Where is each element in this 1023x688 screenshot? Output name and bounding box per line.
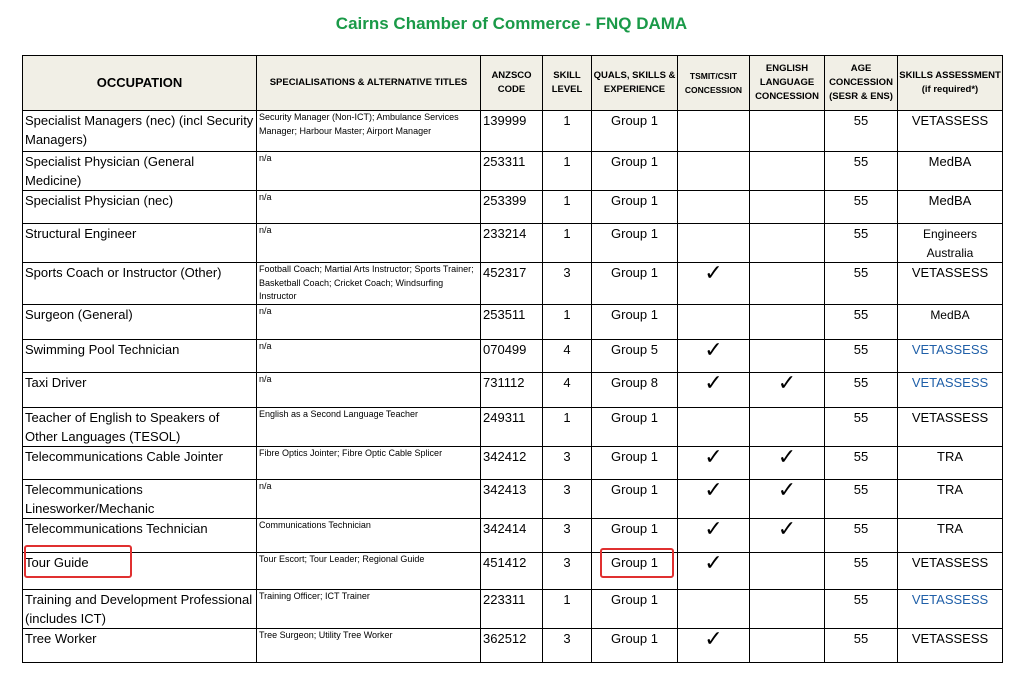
- cell-specialisations: [257, 191, 481, 224]
- cell-skills-assessment: [898, 446, 1003, 479]
- quals-text: Group 8: [611, 374, 658, 390]
- cell-quals: [592, 589, 678, 628]
- cell-occupation: [23, 446, 257, 479]
- cell-specialisations: [257, 628, 481, 662]
- cell-english-concession: [750, 479, 825, 518]
- cell-english-concession: [750, 152, 825, 191]
- specialisations-text: n/a: [259, 480, 272, 491]
- cell-specialisations: [257, 372, 481, 407]
- quals-text: Group 1: [611, 113, 658, 128]
- cell-occupation: [23, 407, 257, 446]
- age-concession-text: 55: [853, 113, 869, 128]
- specialisations-text: n/a: [259, 340, 272, 351]
- cell-english-concession: [750, 518, 825, 552]
- cell-occupation: [23, 339, 257, 372]
- cell-tsmit-concession: [678, 589, 750, 628]
- cell-quals: [592, 407, 678, 446]
- cell-skills-assessment: [898, 191, 1003, 224]
- cell-occupation: [23, 304, 257, 339]
- header-anzsco-code: ANZSCO CODE: [481, 56, 543, 111]
- table-row: [23, 589, 1003, 628]
- cell-age-concession: [825, 589, 898, 628]
- anzsco-code-text: 253399: [483, 193, 527, 208]
- cell-skills-assessment: [898, 518, 1003, 552]
- age-concession-text: 55: [853, 409, 869, 425]
- cell-quals: [592, 518, 678, 552]
- cell-quals: [592, 372, 678, 407]
- cell-anzsco-code: [481, 446, 543, 479]
- specialisations-text: Football Coach; Martial Arts Instructor; Sports Trainer; Basketball Coach; Cricket Coach; Windsurfing Instructor: [259, 264, 474, 301]
- cell-specialisations: [257, 407, 481, 446]
- skills-assessment-text: VETASSESS: [911, 265, 989, 280]
- occupation-text: Structural Engineer: [25, 226, 137, 241]
- age-concession-text: 55: [853, 520, 869, 536]
- cell-occupation: [23, 479, 257, 518]
- cell-tsmit-concession: [678, 552, 750, 589]
- cell-anzsco-code: [481, 191, 543, 224]
- cell-age-concession: [825, 339, 898, 372]
- cell-quals: [592, 304, 678, 339]
- age-concession-text: 55: [853, 554, 869, 570]
- cell-english-concession: [750, 111, 825, 152]
- table-row: [23, 339, 1003, 372]
- age-concession-text: 55: [853, 265, 869, 280]
- cell-anzsco-code: [481, 628, 543, 662]
- age-concession-text: 55: [853, 481, 869, 497]
- cell-specialisations: [257, 152, 481, 191]
- cell-age-concession: [825, 152, 898, 191]
- cell-quals: [592, 263, 678, 305]
- anzsco-code-text: 342414: [483, 520, 527, 536]
- cell-anzsco-code: [481, 407, 543, 446]
- skill-level-text: 1: [563, 193, 571, 208]
- skills-assessment-text: VETASSESS: [911, 113, 989, 128]
- table-row: [23, 479, 1003, 518]
- cell-specialisations: [257, 446, 481, 479]
- cell-age-concession: [825, 263, 898, 305]
- occupation-text: Tour Guide: [25, 554, 89, 570]
- cell-age-concession: [825, 552, 898, 589]
- skill-level-text: 3: [563, 554, 571, 570]
- age-concession-text: 55: [853, 226, 869, 241]
- cell-english-concession: [750, 372, 825, 407]
- table-row: [23, 111, 1003, 152]
- cell-anzsco-code: [481, 111, 543, 152]
- cell-skills-assessment: [898, 589, 1003, 628]
- header-skill-level: SKILL LEVEL: [543, 56, 592, 111]
- header-row: [23, 56, 1003, 111]
- cell-quals: [592, 152, 678, 191]
- cell-anzsco-code: [481, 263, 543, 305]
- skill-level-text: 4: [563, 341, 571, 357]
- table-row: [23, 224, 1003, 263]
- occupation-text: Swimming Pool Technician: [25, 341, 180, 357]
- cell-english-concession: [750, 339, 825, 372]
- cell-skill-level: [543, 339, 592, 372]
- checkmark-icon: ✓: [704, 446, 723, 470]
- skill-level-text: 3: [563, 520, 571, 536]
- cell-skill-level: [543, 224, 592, 263]
- cell-tsmit-concession: [678, 304, 750, 339]
- cell-skill-level: [543, 111, 592, 152]
- checkmark-icon: ✓: [704, 339, 723, 363]
- occupation-text: Taxi Driver: [25, 374, 87, 390]
- anzsco-code-text: 342413: [483, 481, 527, 497]
- cell-skill-level: [543, 446, 592, 479]
- quals-text: Group 1: [611, 520, 658, 536]
- quals-text: Group 1: [611, 154, 658, 169]
- cell-quals: [592, 628, 678, 662]
- age-concession-text: 55: [853, 630, 869, 646]
- cell-tsmit-concession: [678, 191, 750, 224]
- occupation-text: Specialist Managers (nec) (incl Security Managers): [25, 113, 254, 147]
- cell-specialisations: [257, 479, 481, 518]
- specialisations-text: n/a: [259, 305, 272, 316]
- cell-age-concession: [825, 372, 898, 407]
- cell-english-concession: [750, 224, 825, 263]
- quals-text: Group 1: [611, 481, 658, 497]
- cell-skill-level: [543, 628, 592, 662]
- anzsco-code-text: 731112: [483, 374, 525, 390]
- anzsco-code-text: 139999: [483, 113, 527, 128]
- cell-anzsco-code: [481, 339, 543, 372]
- cell-specialisations: [257, 304, 481, 339]
- cell-english-concession: [750, 191, 825, 224]
- table-row: [23, 191, 1003, 224]
- specialisations-text: Communications Technician: [259, 519, 371, 530]
- quals-text: Group 1: [611, 226, 658, 241]
- quals-text: Group 1: [611, 193, 658, 208]
- occupation-text: Surgeon (General): [25, 306, 133, 322]
- age-concession-text: 55: [853, 591, 869, 607]
- table-row: [23, 407, 1003, 446]
- cell-age-concession: [825, 191, 898, 224]
- table-row: [23, 263, 1003, 305]
- cell-english-concession: [750, 628, 825, 662]
- quals-text: Group 5: [611, 341, 658, 357]
- cell-english-concession: [750, 446, 825, 479]
- skill-level-text: 3: [563, 481, 571, 497]
- cell-age-concession: [825, 304, 898, 339]
- occupation-text: Specialist Physician (nec): [25, 193, 174, 208]
- checkmark-icon: ✓: [704, 518, 723, 542]
- checkmark-icon: ✓: [704, 479, 723, 503]
- cell-age-concession: [825, 446, 898, 479]
- cell-english-concession: [750, 552, 825, 589]
- table-row: [23, 518, 1003, 552]
- table-row: [23, 152, 1003, 191]
- skill-level-text: 1: [563, 113, 571, 128]
- cell-anzsco-code: [481, 552, 543, 589]
- table-row: [23, 304, 1003, 339]
- anzsco-code-text: 070499: [483, 341, 527, 357]
- cell-occupation: [23, 152, 257, 191]
- cell-skills-assessment: [898, 407, 1003, 446]
- cell-tsmit-concession: [678, 628, 750, 662]
- age-concession-text: 55: [853, 341, 869, 357]
- highlight-tour-guide-quals: [600, 548, 674, 578]
- header-age: AGE CONCESSION (SESR & ENS): [825, 56, 898, 111]
- skills-assessment-text: VETASSESS: [911, 554, 989, 570]
- skill-level-text: 1: [563, 409, 571, 425]
- cell-skill-level: [543, 552, 592, 589]
- cell-quals: [592, 339, 678, 372]
- skill-level-text: 1: [563, 154, 571, 169]
- cell-tsmit-concession: [678, 407, 750, 446]
- age-concession-text: 55: [853, 154, 869, 169]
- skills-assessment-text: VETASSESS: [911, 374, 989, 390]
- cell-skill-level: [543, 304, 592, 339]
- specialisations-text: Security Manager (Non-ICT); Ambulance Services Manager; Harbour Master; Airport Manager: [259, 112, 459, 136]
- cell-anzsco-code: [481, 518, 543, 552]
- cell-anzsco-code: [481, 152, 543, 191]
- age-concession-text: 55: [853, 193, 869, 208]
- cell-anzsco-code: [481, 304, 543, 339]
- skills-assessment-text: VETASSESS: [911, 591, 989, 607]
- checkmark-icon: ✓: [704, 262, 723, 286]
- cell-anzsco-code: [481, 224, 543, 263]
- age-concession-text: 55: [853, 448, 869, 464]
- specialisations-text: n/a: [259, 192, 272, 202]
- cell-skills-assessment: [898, 628, 1003, 662]
- cell-anzsco-code: [481, 372, 543, 407]
- specialisations-text: Fibre Optics Jointer; Fibre Optic Cable Splicer: [259, 447, 443, 458]
- skill-level-text: 1: [563, 591, 571, 607]
- age-concession-text: 55: [853, 374, 869, 390]
- cell-tsmit-concession: [678, 372, 750, 407]
- skills-assessment-text: TRA: [937, 448, 963, 464]
- quals-text: Group 1: [611, 306, 658, 322]
- quals-text: Group 1: [611, 409, 658, 425]
- table-row: [23, 628, 1003, 662]
- skills-assessment-text: VETASSESS: [911, 630, 989, 646]
- cell-occupation: [23, 628, 257, 662]
- cell-age-concession: [825, 111, 898, 152]
- cell-skill-level: [543, 518, 592, 552]
- quals-text: Group 1: [611, 630, 658, 646]
- cell-specialisations: [257, 552, 481, 589]
- cell-specialisations: [257, 224, 481, 263]
- cell-english-concession: [750, 589, 825, 628]
- cell-skills-assessment: [898, 339, 1003, 372]
- cell-skills-assessment: [898, 152, 1003, 191]
- cell-specialisations: [257, 111, 481, 152]
- cell-skill-level: [543, 152, 592, 191]
- cell-tsmit-concession: [678, 263, 750, 305]
- occupation-text: Telecommunications Linesworker/Mechanic: [25, 481, 155, 516]
- anzsco-code-text: 249311: [483, 409, 526, 425]
- cell-tsmit-concession: [678, 111, 750, 152]
- age-concession-text: 55: [853, 306, 869, 322]
- cell-skills-assessment: [898, 224, 1003, 263]
- checkmark-icon: ✓: [777, 446, 797, 470]
- specialisations-text: Tour Escort; Tour Leader; Regional Guide: [259, 553, 425, 564]
- checkmark-icon: ✓: [704, 628, 723, 652]
- header-tsmit: TSMIT/CSIT CONCESSION: [678, 56, 750, 111]
- cell-occupation: [23, 224, 257, 263]
- cell-specialisations: [257, 339, 481, 372]
- cell-skill-level: [543, 589, 592, 628]
- specialisations-text: n/a: [259, 153, 272, 163]
- cell-tsmit-concession: [678, 224, 750, 263]
- specialisations-text: English as a Second Language Teacher: [259, 408, 418, 419]
- skills-assessment-text: TRA: [937, 481, 963, 497]
- anzsco-code-text: 253511: [483, 306, 526, 322]
- cell-quals: [592, 479, 678, 518]
- specialisations-text: n/a: [259, 373, 272, 384]
- cell-age-concession: [825, 407, 898, 446]
- occupation-text: Specialist Physician (General Medicine): [25, 154, 195, 188]
- header-skills-assessment: SKILLS ASSESSMENT (if required*): [898, 56, 1003, 111]
- specialisations-text: Tree Surgeon; Utility Tree Worker: [259, 629, 393, 640]
- checkmark-icon: ✓: [704, 552, 723, 576]
- checkmark-icon: ✓: [777, 479, 797, 503]
- quals-text: Group 1: [611, 591, 658, 607]
- cell-quals: [592, 224, 678, 263]
- specialisations-text: Training Officer; ICT Trainer: [259, 590, 370, 601]
- skill-level-text: 3: [563, 630, 571, 646]
- anzsco-code-text: 233214: [483, 226, 527, 241]
- anzsco-code-text: 342412: [483, 448, 527, 464]
- checkmark-icon: ✓: [704, 372, 723, 396]
- cell-age-concession: [825, 479, 898, 518]
- cell-skills-assessment: [898, 111, 1003, 152]
- cell-quals: [592, 446, 678, 479]
- cell-age-concession: [825, 224, 898, 263]
- highlight-tour-guide-occupation: [24, 545, 132, 578]
- page-title: Cairns Chamber of Commerce - FNQ DAMA: [335, 14, 688, 33]
- cell-specialisations: [257, 589, 481, 628]
- cell-tsmit-concession: [678, 339, 750, 372]
- cell-age-concession: [825, 518, 898, 552]
- occupation-text: Sports Coach or Instructor (Other): [25, 265, 222, 280]
- skills-assessment-text: MedBA: [928, 154, 972, 169]
- cell-anzsco-code: [481, 479, 543, 518]
- cell-skill-level: [543, 407, 592, 446]
- cell-tsmit-concession: [678, 518, 750, 552]
- cell-specialisations: [257, 518, 481, 552]
- specialisations-text: n/a: [259, 225, 272, 235]
- cell-skill-level: [543, 263, 592, 305]
- skills-assessment-text: TRA: [937, 520, 963, 536]
- anzsco-code-text: 253311: [483, 154, 526, 169]
- cell-skill-level: [543, 191, 592, 224]
- quals-text: Group 1: [611, 265, 658, 280]
- cell-tsmit-concession: [678, 446, 750, 479]
- skills-assessment-text: VETASSESS: [911, 341, 989, 357]
- occupation-text: Training and Development Professional (includes ICT): [25, 591, 253, 626]
- occupation-text: Teacher of English to Speakers of Other Languages (TESOL): [25, 409, 220, 444]
- cell-skills-assessment: [898, 552, 1003, 589]
- anzsco-code-text: 452317: [483, 265, 527, 280]
- header-quals: QUALS, SKILLS & EXPERIENCE: [592, 56, 678, 111]
- skills-assessment-text: VETASSESS: [911, 409, 989, 425]
- table-row: [23, 552, 1003, 589]
- anzsco-code-text: 451412: [483, 554, 527, 570]
- occupation-text: Telecommunications Technician: [25, 520, 208, 536]
- cell-age-concession: [825, 628, 898, 662]
- cell-skill-level: [543, 372, 592, 407]
- checkmark-icon: ✓: [777, 518, 797, 542]
- skill-level-text: 1: [563, 226, 571, 241]
- skills-assessment-text: Engineers Australia: [922, 227, 978, 260]
- quals-text: Group 1: [611, 554, 658, 570]
- cell-occupation: [23, 191, 257, 224]
- header-english: ENGLISH LANGUAGE CONCESSION: [750, 56, 825, 111]
- cell-skills-assessment: [898, 304, 1003, 339]
- cell-occupation: [23, 263, 257, 305]
- cell-english-concession: [750, 407, 825, 446]
- cell-skills-assessment: [898, 479, 1003, 518]
- cell-occupation: [23, 372, 257, 407]
- table-row: [23, 446, 1003, 479]
- cell-quals: [592, 191, 678, 224]
- skills-assessment-text: MedBA: [930, 307, 970, 322]
- table-row: [23, 372, 1003, 407]
- cell-occupation: [23, 589, 257, 628]
- cell-tsmit-concession: [678, 479, 750, 518]
- cell-english-concession: [750, 263, 825, 305]
- occupation-text: Telecommunications Cable Jointer: [25, 448, 223, 464]
- skill-level-text: 4: [563, 374, 571, 390]
- cell-quals: [592, 111, 678, 152]
- occupation-text: Tree Worker: [25, 630, 97, 646]
- cell-anzsco-code: [481, 589, 543, 628]
- cell-skills-assessment: [898, 372, 1003, 407]
- cell-skills-assessment: [898, 263, 1003, 305]
- cell-skill-level: [543, 479, 592, 518]
- cell-occupation: [23, 111, 257, 152]
- cell-specialisations: [257, 263, 481, 305]
- skill-level-text: 1: [563, 306, 571, 322]
- quals-text: Group 1: [611, 448, 658, 464]
- cell-english-concession: [750, 304, 825, 339]
- anzsco-code-text: 223311: [483, 591, 526, 607]
- checkmark-icon: ✓: [777, 372, 797, 396]
- header-occupation: OCCUPATION: [23, 56, 257, 111]
- cell-tsmit-concession: [678, 152, 750, 191]
- anzsco-code-text: 362512: [483, 630, 527, 646]
- dama-occupation-table: [22, 55, 1003, 663]
- skill-level-text: 3: [563, 448, 571, 464]
- skill-level-text: 3: [563, 265, 571, 280]
- skills-assessment-text: MedBA: [928, 193, 972, 208]
- header-specialisations: SPECIALISATIONS & ALTERNATIVE TITLES: [257, 56, 481, 111]
